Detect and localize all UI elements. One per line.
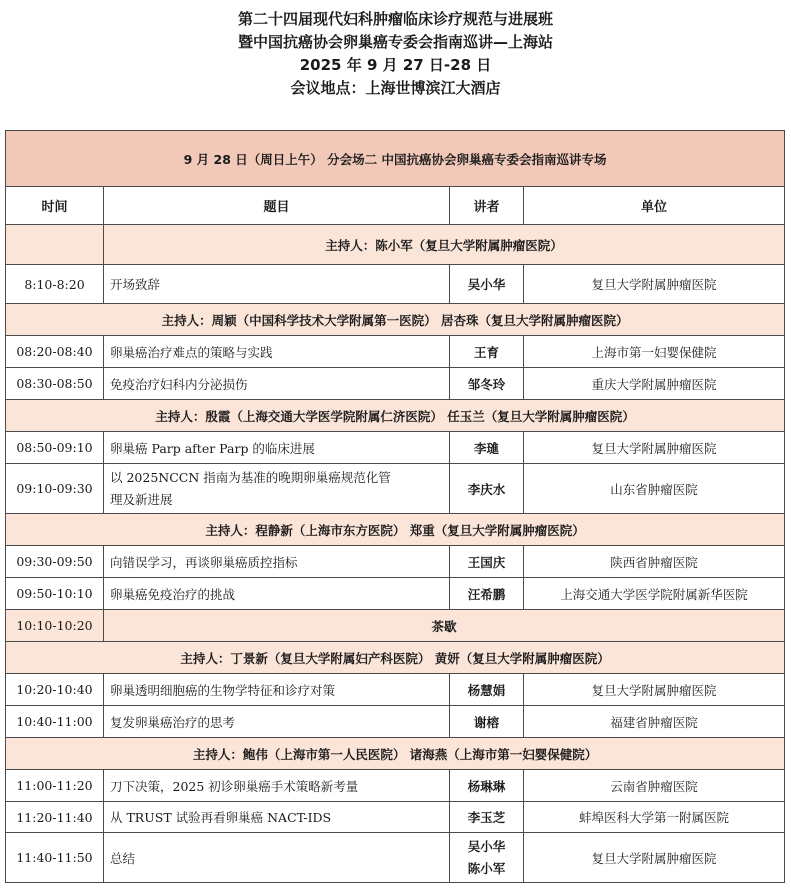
- time-cell: 11:20-11:40: [6, 802, 104, 833]
- time-cell: 08:30-08:50: [6, 368, 104, 400]
- conference-dates: 2025 年 9 月 27 日-28 日: [299, 56, 492, 74]
- unit-cell: 上海市第一妇婴保健院: [524, 336, 785, 368]
- chair-row: [6, 304, 785, 336]
- speaker-cell: 杨慧娟: [450, 674, 524, 706]
- chair-label: 主持人：陈小军（复旦大学附属肿瘤医院）: [104, 225, 785, 265]
- unit-cell: 复旦大学附属肿瘤医院: [524, 833, 785, 883]
- unit-cell: 福建省肿瘤医院: [524, 706, 785, 738]
- topic-line: 以 2025NCCN 指南为基准的晚期卵巢癌规范化管: [110, 469, 391, 485]
- topic-cell: [104, 464, 450, 514]
- chair-row: [6, 738, 785, 770]
- break-row: [6, 610, 785, 642]
- table-row: [6, 432, 785, 464]
- time-cell: 09:10-09:30: [6, 464, 104, 514]
- topic-cell: 卵巢癌 Parp after Parp 的临床进展: [104, 432, 450, 464]
- table-row: [6, 546, 785, 578]
- time-cell: 11:40-11:50: [6, 833, 104, 883]
- speaker-cell: [450, 833, 524, 883]
- speaker-cell: 杨琳琳: [450, 770, 524, 802]
- chair-row: [6, 642, 785, 674]
- speaker-cell: 李玉芝: [450, 802, 524, 833]
- time-cell: 08:20-08:40: [6, 336, 104, 368]
- topic-cell: 刀下决策，2025 初诊卵巢癌手术策略新考量: [104, 770, 450, 802]
- speaker-cell: 王国庆: [450, 546, 524, 578]
- topic-cell: 从 TRUST 试验再看卵巢癌 NACT-IDS: [104, 802, 450, 833]
- time-cell: 10:40-11:00: [6, 706, 104, 738]
- unit-cell: 陕西省肿瘤医院: [524, 546, 785, 578]
- topic-cell: 总结: [104, 833, 450, 883]
- table-row: [6, 336, 785, 368]
- topic-cell: 开场致辞: [104, 265, 450, 304]
- chair-label: 主持人：殷霞（上海交通大学医学院附属仁济医院） 任玉兰（复旦大学附属肿瘤医院）: [6, 400, 785, 432]
- conference-subtitle: 暨中国抗癌协会卵巢癌专委会指南巡讲—上海站: [237, 33, 553, 51]
- unit-cell: 复旦大学附属肿瘤医院: [524, 265, 785, 304]
- table-row: [6, 464, 785, 514]
- time-cell: 10:10-10:20: [6, 610, 104, 642]
- chair-row: [6, 400, 785, 432]
- speaker-cell: 吴小华: [450, 265, 524, 304]
- column-header-time: 时间: [6, 187, 104, 225]
- topic-cell: 向错误学习，再谈卵巢癌质控指标: [104, 546, 450, 578]
- speaker-line: 陈小军: [467, 860, 506, 876]
- session-banner-row: [6, 131, 785, 187]
- break-label: 茶歇: [104, 610, 785, 642]
- speaker-cell: 谢榕: [450, 706, 524, 738]
- table-row: [6, 368, 785, 400]
- chair-label: 主持人：周颖（中国科学技术大学附属第一医院） 居杏珠（复旦大学附属肿瘤医院）: [6, 304, 785, 336]
- chair-row: [6, 225, 785, 265]
- table-row: [6, 578, 785, 610]
- table-row: [6, 802, 785, 833]
- conference-title: 第二十四届现代妇科肿瘤临床诊疗规范与进展班: [237, 10, 553, 28]
- table-row: [6, 706, 785, 738]
- speaker-cell: 邹冬玲: [450, 368, 524, 400]
- unit-cell: 云南省肿瘤医院: [524, 770, 785, 802]
- table-row: [6, 770, 785, 802]
- time-cell: 09:50-10:10: [6, 578, 104, 610]
- schedule-table: [5, 130, 785, 883]
- table-row: [6, 674, 785, 706]
- topic-cell: 复发卵巢癌治疗的思考: [104, 706, 450, 738]
- unit-cell: 蚌埠医科大学第一附属医院: [524, 802, 785, 833]
- chair-label: 主持人：鲍伟（上海市第一人民医院） 诸海燕（上海市第一妇婴保健院）: [6, 738, 785, 770]
- speaker-cell: 王育: [450, 336, 524, 368]
- unit-cell: 重庆大学附属肿瘤医院: [524, 368, 785, 400]
- time-cell: 11:00-11:20: [6, 770, 104, 802]
- chair-label: 主持人：程静新（上海市东方医院） 郑重（复旦大学附属肿瘤医院）: [6, 514, 785, 546]
- table-row: [6, 833, 785, 883]
- unit-cell: 复旦大学附属肿瘤医院: [524, 674, 785, 706]
- time-cell: 08:50-09:10: [6, 432, 104, 464]
- conference-venue: 会议地点：上海世博滨江大酒店: [290, 79, 501, 97]
- time-cell: 10:20-10:40: [6, 674, 104, 706]
- document-header: [0, 8, 791, 100]
- column-header-row: [6, 187, 785, 225]
- topic-cell: 免疫治疗妇科内分泌损伤: [104, 368, 450, 400]
- time-cell: 8:10-8:20: [6, 265, 104, 304]
- topic-cell: 卵巢癌免疫治疗的挑战: [104, 578, 450, 610]
- topic-cell: 卵巢透明细胞癌的生物学特征和诊疗对策: [104, 674, 450, 706]
- time-cell: 09:30-09:50: [6, 546, 104, 578]
- speaker-cell: 李璡: [450, 432, 524, 464]
- chair-row: [6, 514, 785, 546]
- unit-cell: 复旦大学附属肿瘤医院: [524, 432, 785, 464]
- unit-cell: 山东省肿瘤医院: [524, 464, 785, 514]
- table-row: [6, 265, 785, 304]
- topic-line: 理及新进展: [110, 491, 173, 507]
- column-header-unit: 单位: [524, 187, 785, 225]
- column-header-topic: 题目: [104, 187, 450, 225]
- unit-cell: 上海交通大学医学院附属新华医院: [524, 578, 785, 610]
- chair-label: 主持人：丁景新（复旦大学附属妇产科医院） 黄妍（复旦大学附属肿瘤医院）: [6, 642, 785, 674]
- speaker-cell: 李庆水: [450, 464, 524, 514]
- speaker-cell: 汪希鹏: [450, 578, 524, 610]
- topic-cell: 卵巢癌治疗难点的策略与实践: [104, 336, 450, 368]
- speaker-line: 吴小华: [467, 838, 506, 854]
- session-banner: 9 月 28 日（周日上午） 分会场二 中国抗癌协会卵巢癌专委会指南巡讲专场: [6, 131, 785, 187]
- column-header-speaker: 讲者: [450, 187, 524, 225]
